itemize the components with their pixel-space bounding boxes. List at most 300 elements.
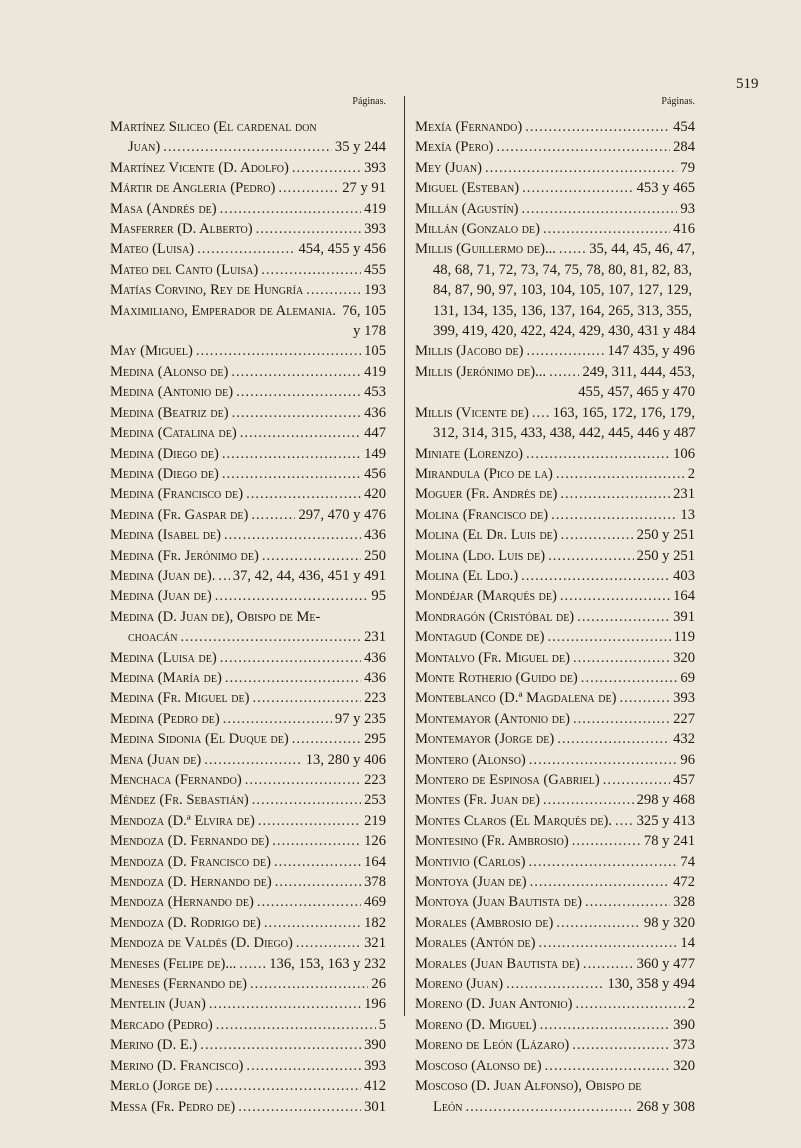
- entry-name: Medina (María de): [110, 669, 222, 686]
- entry-pages: 373: [673, 1037, 695, 1054]
- entry-pages: 147 435, y 496: [607, 343, 695, 360]
- dot-leader: [547, 627, 670, 647]
- entry-pages: 227: [673, 710, 695, 727]
- entry-name: Mondéjar (Marqués de): [415, 588, 557, 605]
- entry-pages-continuation: 131, 134, 135, 136, 137, 164, 265, 313, 355,: [433, 302, 693, 319]
- entry-pages-continuation: 455, 457, 465 y 470: [578, 384, 695, 401]
- entry-name: Millis (Guillermo de)...: [415, 241, 556, 258]
- entry-name: Montemayor (Jorge de): [415, 731, 555, 748]
- entry-pages: 219: [364, 812, 386, 829]
- entry-name: Méndez (Fr. Sebastián): [110, 792, 249, 809]
- index-entry: [110, 1035, 386, 1055]
- dot-leader: [543, 219, 670, 239]
- dot-leader: [572, 831, 641, 851]
- index-entry: [110, 933, 386, 953]
- index-entry: [415, 790, 695, 810]
- index-entry: [110, 811, 386, 831]
- dot-leader: [209, 994, 361, 1014]
- index-entry: [415, 688, 695, 708]
- entry-pages: 390: [364, 1037, 386, 1054]
- entry-name: Monte Rotherio (Guido de): [415, 669, 578, 686]
- entry-name: Millis (Jerónimo de)...: [415, 363, 547, 380]
- entry-name: Morales (Ambrosio de): [415, 914, 554, 931]
- index-entry: [415, 566, 695, 586]
- dot-leader: [274, 852, 361, 872]
- index-entry: [415, 158, 695, 178]
- dot-leader: [250, 974, 368, 994]
- dot-leader: [246, 1056, 361, 1076]
- entry-pages: 223: [364, 772, 386, 788]
- dot-leader: [256, 219, 362, 239]
- entry-name: Moreno (D. Miguel): [415, 1016, 537, 1033]
- entry-pages: 223: [364, 690, 386, 707]
- index-entry: [110, 688, 386, 708]
- entry-name: Mendoza de Valdés (D. Diego): [110, 935, 293, 952]
- dot-leader: [292, 158, 361, 178]
- entry-pages: 76, 105: [342, 302, 386, 319]
- entry-name: Medina (Antonio de): [110, 384, 234, 401]
- dot-leader: [539, 933, 678, 953]
- dot-leader: [222, 464, 361, 484]
- dot-leader: [296, 933, 361, 953]
- entry-pages: 295: [364, 731, 386, 748]
- entry-pages: 391: [673, 608, 695, 625]
- index-entry: [415, 239, 695, 259]
- dot-leader: [585, 892, 670, 912]
- index-entry: [110, 831, 386, 851]
- dot-leader: [232, 403, 362, 423]
- entry-name: Monteblanco (D.ª Magdalena de): [415, 690, 617, 707]
- entry-name: May (Miguel): [110, 343, 193, 360]
- entry-name: Moreno (D. Juan Antonio): [415, 996, 573, 1013]
- index-entry: [415, 729, 695, 749]
- index-entry: [415, 750, 695, 770]
- entry-name: Medina (Beatriz de): [110, 404, 229, 421]
- entry-name: Montagud (Conde de): [415, 629, 545, 646]
- index-entry: [415, 872, 695, 892]
- entry-pages-continuation: 84, 87, 90, 97, 103, 104, 105, 107, 127, 129,: [433, 282, 693, 299]
- index-entry: [415, 484, 695, 504]
- index-entry: [415, 1015, 695, 1035]
- entry-pages: 453: [364, 384, 386, 401]
- dot-leader: [215, 586, 369, 606]
- index-entry: [110, 750, 386, 770]
- entry-pages-continuation: 399, 419, 420, 422, 424, 429, 430, 431 y 484: [433, 323, 696, 340]
- entry-name: Medina (Fr. Miguel de): [110, 690, 250, 707]
- entry-name: Mendoza (Hernando de): [110, 894, 254, 911]
- entry-pages: 13: [680, 506, 695, 523]
- index-entry: [415, 137, 695, 157]
- index-entry: [110, 566, 386, 586]
- entry-pages: 149: [364, 445, 386, 462]
- entry-pages: 390: [673, 1016, 695, 1033]
- index-entry: [110, 648, 386, 668]
- entry-name: Mey (Juan): [415, 159, 483, 176]
- entry-list-left: [110, 117, 386, 1117]
- entry-pages: 297, 470 y 476: [298, 506, 386, 523]
- entry-name: Montesino (Fr. Ambrosio): [415, 833, 569, 850]
- entry-pages-continuation: 48, 68, 71, 72, 73, 74, 75, 78, 80, 81, 82, 83,: [433, 261, 693, 278]
- entry-pages: 231: [673, 486, 695, 503]
- dot-leader: [619, 688, 670, 708]
- entry-name: Montes (Fr. Juan de): [415, 792, 540, 809]
- entry-name: Masferrer (D. Alberto): [110, 221, 253, 238]
- index-entry: [110, 423, 386, 443]
- entry-pages: 74: [680, 853, 695, 870]
- dot-leader: [257, 892, 361, 912]
- dot-leader: [560, 484, 670, 504]
- entry-name: Medina (Catalina de): [110, 425, 237, 442]
- column-header-pages: Páginas.: [352, 96, 386, 107]
- index-entry: [110, 586, 386, 606]
- index-entry: [110, 239, 386, 259]
- index-entry: [110, 913, 386, 933]
- index-entry: [415, 546, 695, 566]
- entry-name: Maximiliano, Emperador de Alemania.: [110, 302, 336, 319]
- index-entry: [110, 178, 386, 198]
- entry-pages: 301: [364, 1098, 386, 1115]
- entry-pages-continuation: y 178: [353, 323, 386, 340]
- entry-pages: 298 y 468: [636, 792, 695, 809]
- entry-pages: 472: [673, 874, 695, 891]
- index-entry: [415, 974, 695, 994]
- index-entry: [110, 709, 386, 729]
- entry-name: Montoya (Juan de): [415, 874, 527, 891]
- dot-leader: [615, 811, 634, 831]
- entry-pages: 136, 153, 163 y 232: [269, 955, 386, 972]
- entry-pages: 436: [364, 649, 386, 666]
- dot-leader: [292, 729, 361, 749]
- entry-pages: 126: [364, 833, 386, 850]
- entry-pages: 231: [364, 629, 386, 646]
- entry-name: Mercado (Pedro): [110, 1016, 213, 1033]
- entry-pages: 105: [364, 343, 386, 360]
- entry-pages: 96: [680, 751, 695, 768]
- entry-pages: 2: [687, 465, 695, 482]
- index-entry: [415, 341, 695, 361]
- index-entry: [110, 954, 386, 974]
- dot-leader: [576, 994, 685, 1014]
- entry-pages: 37, 42, 44, 436, 451 y 491: [232, 567, 386, 584]
- index-entry: [110, 280, 386, 300]
- entry-name: Medina (Diego de): [110, 445, 219, 462]
- dot-leader: [218, 566, 229, 586]
- entry-pages: 320: [673, 649, 695, 666]
- entry-pages: 268 y 308: [636, 1098, 695, 1115]
- index-entry: [110, 1056, 386, 1076]
- entry-name: Mateo del Canto (Luisa): [110, 261, 259, 278]
- entry-name: Millán (Agustín): [415, 200, 519, 217]
- dot-leader: [246, 484, 361, 504]
- dot-leader: [529, 750, 678, 770]
- entry-pages: 436: [364, 527, 386, 544]
- index-entry: [415, 933, 695, 953]
- entry-name: Messa (Fr. Pedro de): [110, 1098, 236, 1115]
- index-entry: [110, 301, 386, 321]
- index-entry: [110, 627, 386, 647]
- dot-leader: [581, 668, 678, 688]
- entry-name: Montero de Espinosa (Gabriel): [415, 772, 600, 788]
- entry-pages: 419: [364, 200, 386, 217]
- index-entry: [415, 852, 695, 872]
- index-entry: [415, 178, 695, 198]
- index-entry: [110, 668, 386, 688]
- entry-name: Millán (Gonzalo de): [415, 221, 540, 238]
- dot-leader: [583, 954, 634, 974]
- index-entry: [110, 1076, 386, 1096]
- entry-pages: 249, 311, 444, 453,: [582, 363, 695, 380]
- index-entry: [110, 872, 386, 892]
- entry-name: Montero (Alonso): [415, 751, 526, 768]
- dot-leader: [545, 1056, 670, 1076]
- dot-leader: [521, 566, 670, 586]
- dot-leader: [262, 546, 361, 566]
- dot-leader: [204, 750, 303, 770]
- dot-leader: [577, 607, 670, 627]
- entry-name: Mexía (Fernando): [415, 119, 523, 135]
- dot-leader: [465, 1097, 633, 1117]
- index-entry: [415, 913, 695, 933]
- dot-leader: [220, 199, 361, 219]
- index-entry: [415, 219, 695, 239]
- index-entry: [110, 403, 386, 423]
- entry-name: Miniate (Lorenzo): [415, 445, 524, 462]
- entry-pages: 130, 358 y 494: [607, 976, 695, 993]
- dot-leader: [485, 158, 677, 178]
- dot-leader: [225, 668, 361, 688]
- index-entry: [110, 892, 386, 912]
- dot-leader: [529, 852, 678, 872]
- entry-name: Medina (Pedro de): [110, 710, 220, 727]
- entry-pages: 163, 165, 172, 176, 179,: [552, 404, 695, 421]
- dot-leader: [236, 382, 361, 402]
- entry-pages: 35, 44, 45, 46, 47,: [589, 241, 695, 258]
- entry-name: Medina Sidonia (El Duque de): [110, 731, 289, 748]
- column-header-pages: Páginas.: [661, 96, 695, 107]
- entry-pages: 325 y 413: [636, 812, 695, 829]
- entry-pages: 419: [364, 363, 386, 380]
- entry-pages: 420: [364, 486, 386, 503]
- index-entry: [110, 484, 386, 504]
- entry-name: Mentelin (Juan): [110, 996, 206, 1013]
- dot-leader: [258, 811, 361, 831]
- index-entry: [415, 627, 695, 647]
- entry-pages: 454: [673, 119, 695, 135]
- dot-leader: [573, 709, 670, 729]
- entry-pages: 250 y 251: [636, 547, 695, 564]
- dot-leader: [306, 280, 361, 300]
- entry-name: Montalvo (Fr. Miguel de): [415, 649, 570, 666]
- dot-leader: [252, 688, 361, 708]
- entry-pages: 453 y 465: [636, 180, 695, 197]
- entry-pages: 360 y 477: [636, 955, 695, 972]
- dot-leader: [530, 872, 671, 892]
- dot-leader: [275, 872, 361, 892]
- entry-pages: 455: [364, 261, 386, 278]
- dot-leader: [548, 546, 634, 566]
- entry-pages: 436: [364, 669, 386, 686]
- entry-name: Moscoso (Alonso de): [415, 1057, 542, 1074]
- entry-name: Mateo (Luisa): [110, 241, 195, 258]
- entry-pages: 393: [673, 690, 695, 707]
- index-entry-name-line: Martínez Siliceo (El cardenal don: [110, 119, 317, 135]
- index-entry: [415, 770, 695, 790]
- entry-name: Mendoza (D. Francisco de): [110, 853, 271, 870]
- dot-leader: [223, 709, 332, 729]
- entry-pages: 321: [364, 935, 386, 952]
- index-entry: [110, 974, 386, 994]
- entry-pages: 119: [673, 629, 695, 646]
- dot-leader: [216, 1015, 376, 1035]
- dot-leader: [549, 362, 579, 382]
- entry-name: Medina (Juan de): [110, 588, 212, 605]
- entry-name: Medina (Francisco de): [110, 486, 244, 503]
- entry-name: Mirandula (Pico de la): [415, 465, 553, 482]
- index-entry: [415, 994, 695, 1014]
- entry-pages: 196: [364, 996, 386, 1013]
- index-entry: [415, 892, 695, 912]
- entry-pages: 412: [364, 1078, 386, 1095]
- entry-name: Montemayor (Antonio de): [415, 710, 570, 727]
- dot-leader: [525, 117, 670, 137]
- dot-leader: [252, 790, 361, 810]
- entry-name: Moguer (Fr. Andrés de): [415, 486, 558, 503]
- index-entry: [415, 831, 695, 851]
- index-entry: [110, 382, 386, 402]
- entry-name: Mena (Juan de): [110, 751, 202, 768]
- dot-leader: [261, 260, 361, 280]
- index-entry: [110, 505, 386, 525]
- index-entry: [110, 464, 386, 484]
- entry-name: Mendoza (D.ª Elvira de): [110, 812, 255, 829]
- dot-leader: [572, 1035, 670, 1055]
- index-entry: [110, 137, 386, 157]
- entry-name: Molina (El Dr. Luis de): [415, 527, 558, 544]
- entry-pages: 13, 280 y 406: [305, 751, 386, 768]
- index-entry: [110, 260, 386, 280]
- entry-name: Merino (D. E.): [110, 1037, 198, 1054]
- entry-name: Miguel (Esteban): [415, 180, 520, 197]
- entry-pages: 456: [364, 465, 386, 482]
- entry-name: Moreno de León (Lázaro): [415, 1037, 570, 1054]
- index-entry: [415, 1035, 695, 1055]
- dot-leader: [526, 341, 604, 361]
- entry-pages: 393: [364, 159, 386, 176]
- entry-pages: 436: [364, 404, 386, 421]
- dot-leader: [556, 464, 685, 484]
- entry-name: Molina (El Ldo.): [415, 567, 519, 584]
- entry-pages: 432: [673, 731, 695, 748]
- entry-name: Merlo (Jorge de): [110, 1078, 213, 1095]
- entry-name: Menchaca (Fernando): [110, 772, 242, 788]
- entry-pages: 416: [673, 221, 695, 238]
- entry-pages: 250: [364, 547, 386, 564]
- entry-pages: 97 y 235: [334, 710, 386, 727]
- entry-name: Medina (Diego de): [110, 465, 219, 482]
- entry-name: Juan): [128, 139, 161, 156]
- entry-name: Meneses (Fernando de): [110, 976, 247, 993]
- index-entry: [415, 811, 695, 831]
- entry-name: Mártir de Angleria (Pedro): [110, 180, 276, 197]
- index-entry: [415, 954, 695, 974]
- entry-name: Medina (Luisa de): [110, 649, 217, 666]
- entry-name: Medina (Fr. Gaspar de): [110, 506, 249, 523]
- entry-name: Masa (Andrés de): [110, 200, 217, 217]
- dot-leader: [561, 525, 634, 545]
- index-entry: [415, 1056, 695, 1076]
- entry-name: choacán: [128, 629, 178, 646]
- index-entry: [415, 607, 695, 627]
- index-entry: [110, 729, 386, 749]
- entry-pages: 98 y 320: [643, 914, 695, 931]
- index-entry: [415, 403, 695, 423]
- index-entry: [110, 994, 386, 1014]
- index-entry: [415, 117, 695, 137]
- entry-name: Morales (Antón de): [415, 935, 536, 952]
- index-entry: [110, 1097, 386, 1117]
- dot-leader: [556, 913, 641, 933]
- entry-pages: 182: [364, 914, 386, 931]
- dot-leader: [222, 444, 361, 464]
- entry-pages: 328: [673, 894, 695, 911]
- dot-leader: [197, 239, 295, 259]
- dot-leader: [245, 770, 361, 790]
- index-entry: [415, 505, 695, 525]
- entry-name: Molina (Francisco de): [415, 506, 549, 523]
- entry-name: Medina (Juan de).: [110, 567, 216, 584]
- dot-leader: [522, 199, 678, 219]
- dot-leader: [278, 178, 339, 198]
- dot-leader: [559, 239, 586, 259]
- entry-pages: 164: [673, 588, 695, 605]
- entry-pages: 79: [680, 159, 695, 176]
- entry-name: Meneses (Felipe de)...: [110, 955, 237, 972]
- entry-name: León: [433, 1098, 463, 1115]
- index-entry-name-line: Moscoso (D. Juan Alfonso), Obispo de: [415, 1078, 642, 1095]
- dot-leader: [522, 178, 633, 198]
- entry-pages: 164: [364, 853, 386, 870]
- entry-name: Montes Claros (El Marqués de).: [415, 812, 613, 829]
- entry-pages: 284: [673, 139, 695, 156]
- dot-leader: [251, 505, 295, 525]
- index-entry: [110, 852, 386, 872]
- entry-name: Martínez Vicente (D. Adolfo): [110, 159, 289, 176]
- index-entry: [415, 464, 695, 484]
- index-entry: [110, 199, 386, 219]
- index-entry: [415, 668, 695, 688]
- entry-pages: 26: [371, 976, 386, 993]
- entry-name: Mendoza (D. Rodrigo de): [110, 914, 261, 931]
- index-entry: [415, 525, 695, 545]
- index-entry: [110, 158, 386, 178]
- entry-pages: 5: [378, 1016, 386, 1033]
- entry-pages: 403: [673, 567, 695, 584]
- entry-name: Medina (Fr. Jerónimo de): [110, 547, 259, 564]
- entry-pages: 95: [371, 588, 386, 605]
- entry-name: Morales (Juan Bautista de): [415, 955, 580, 972]
- index-entry: [415, 444, 695, 464]
- entry-name: Millis (Jacobo de): [415, 343, 524, 360]
- dot-leader: [532, 403, 550, 423]
- dot-leader: [196, 341, 361, 361]
- entry-pages: 106: [673, 445, 695, 462]
- entry-name: Montivio (Carlos): [415, 853, 526, 870]
- entry-name: Medina (Isabel de): [110, 527, 221, 544]
- entry-name: Mondragón (Cristóbal de): [415, 608, 575, 625]
- entry-pages: 250 y 251: [636, 527, 695, 544]
- dot-leader: [496, 137, 670, 157]
- index-entry: [110, 1015, 386, 1035]
